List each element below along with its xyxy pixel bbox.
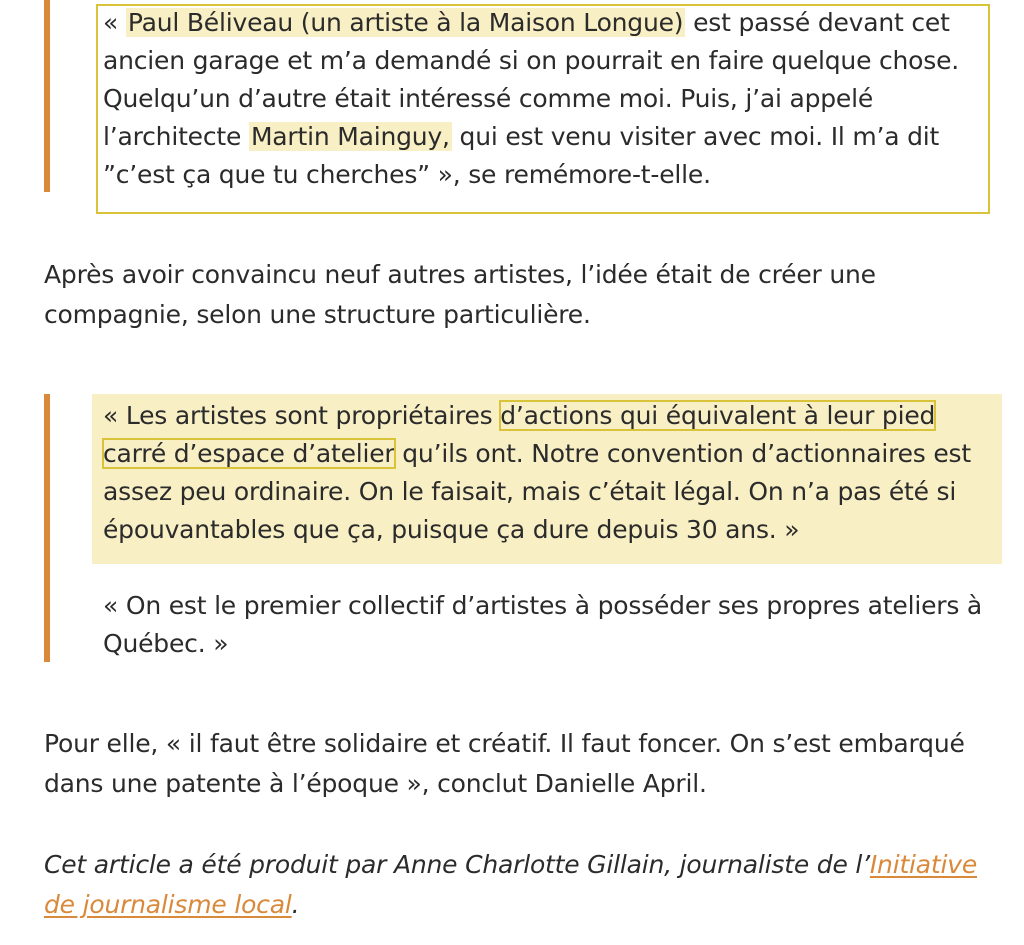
quote-text: est passé devant cet ancien garage et m’a demandé si on pourrait en faire quelque chose. Quelqu’un d’autre était intéressé comme moi. Puis, j’ai appelé l’architecte [103,8,960,151]
credit-end: . [291,890,300,919]
quote-open-mark: « [103,8,126,37]
highlight-paul-beliveau[interactable]: Paul Béliveau (un artiste à la Maison Longue) [127,8,684,37]
quote-text: « Les artistes sont propriétaires [103,401,501,430]
paragraph: Après avoir convaincu neuf autres artistes, l’idée était de créer une compagnie, selon une structure particulière. [44,260,876,329]
article-credit [44,845,999,925]
paragraph: Pour elle, « il faut être solidaire et créatif. Il faut foncer. On s’est embarqué dans une patente à l’époque », conclut Danielle April. [44,729,965,798]
quote-premier-collectif: « On est le premier collectif d’artistes à posséder ses propres ateliers à Québec. » [103,591,983,658]
quote-text: qui est venu visiter avec moi. Il m’a dit ”c’est ça que tu cherches” », se remémore-t-elle. [103,122,940,189]
quote-artistes-proprietaires [103,397,998,549]
highlight-martin-mainguy[interactable]: Martin Mainguy, [250,122,450,151]
highlight-actions[interactable]: d’actions qui équivalent à leur pied carré d’espace d’atelier [103,401,936,468]
initiative-link[interactable]: Initiative de journalisme local [44,850,978,919]
credit-text: Cet article a été produit par Anne Charlotte Gillain, journaliste de l’ [44,850,870,879]
quote-paul-beliveau [103,4,993,194]
quote-text: qu’ils ont. Notre convention d’actionnaires est assez peu ordinaire. On le faisait, mais c’était légal. On n’a pas été si épouvantables que ça, puisque ça dure depuis 30 ans. » [103,439,971,544]
